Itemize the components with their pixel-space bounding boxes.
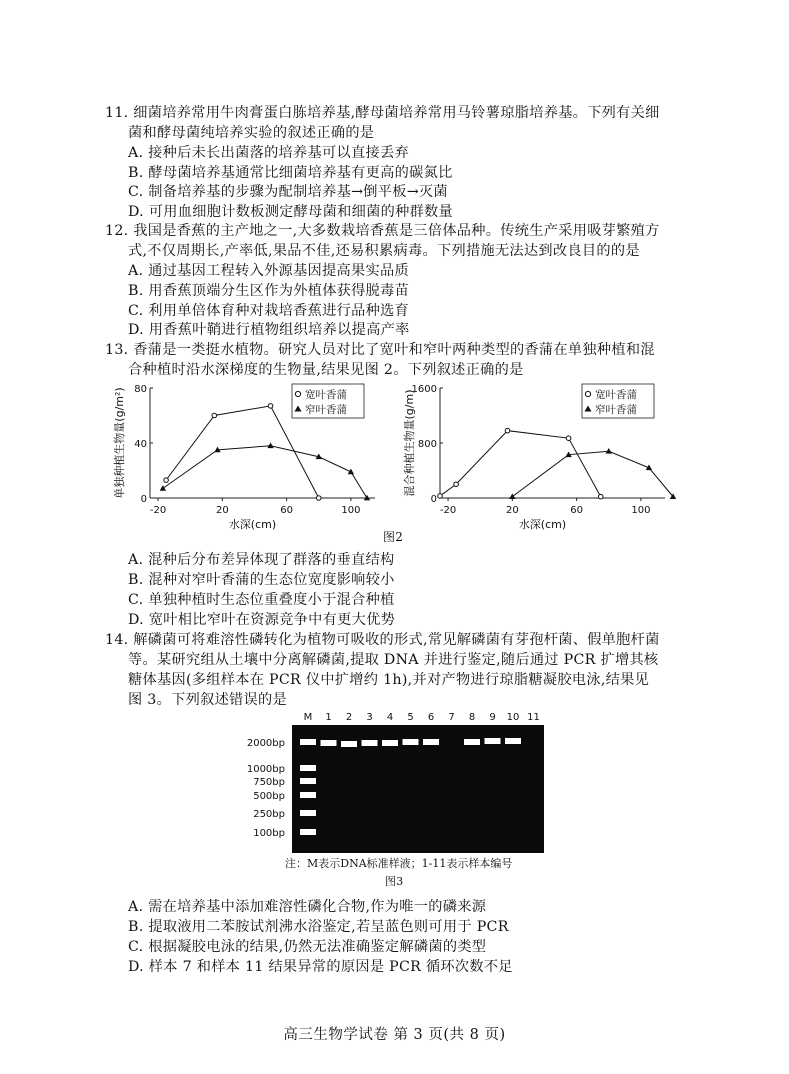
q11-option-d: D. 可用血细胞计数板测定酵母菌和细菌的种群数量: [128, 204, 454, 220]
q11-option-b: B. 酵母菌培养基通常比细菌培养基有更高的碳氮比: [128, 165, 453, 181]
sample-band: [321, 740, 337, 746]
legend-label: 窄叶香蒲: [595, 404, 637, 416]
lane-label: 9: [489, 712, 496, 723]
data-point-circle: [598, 494, 603, 499]
data-point-circle: [164, 478, 169, 483]
q12-option-a: A. 通过基因工程转入外源基因提高果实品质: [128, 263, 409, 279]
x-tick-label: 60: [280, 505, 293, 516]
data-point-circle: [268, 404, 273, 409]
q14-stem-line1: 14. 解磷菌可将难溶性磷转化为植物可吸收的形式,常见解磷菌有芽孢杆菌、假单胞杆菌: [105, 632, 660, 648]
lane-label: 11: [527, 712, 540, 723]
q13-option-d: D. 宽叶相比窄叶在资源竞争中有更大优势: [128, 612, 396, 628]
q12-stem-line2: 式,不仅周期长,产率低,果品不佳,还易积累病毒。下列措施无法达到改良目的的是: [128, 243, 640, 259]
q14-stem-line4: 图 3。下列叙述错误的是: [128, 692, 288, 708]
marker-band: [300, 829, 316, 835]
data-point-triangle: [606, 448, 612, 454]
lane-label: M: [303, 712, 313, 723]
data-point-circle: [212, 413, 217, 418]
data-point-circle: [566, 436, 571, 441]
sample-band: [382, 740, 398, 746]
sample-band: [403, 739, 419, 745]
lane-label: 7: [448, 712, 455, 723]
marker-size-label: 750bp: [253, 777, 285, 788]
marker-size-label: 250bp: [253, 809, 285, 820]
q14-stem-line2: 等。某研究组从土壤中分离解磷菌,提取 DNA 并进行鉴定,随后通过 PCR 扩增其核: [128, 652, 659, 668]
data-point-triangle: [509, 493, 515, 499]
gel-note: 注：M表示DNA标准样液；1-11表示样本编号: [285, 857, 513, 870]
x-axis-label: 水深(cm): [228, 518, 277, 531]
lane-label: 4: [386, 712, 394, 723]
series-line-1: [512, 451, 673, 496]
q13-option-a: A. 混种后分布差异体现了群落的垂直结构: [128, 552, 395, 568]
marker-size-label: 500bp: [253, 791, 285, 802]
sample-band: [505, 738, 521, 744]
y-axis-label: 单独种植生物量(g/m²): [113, 387, 126, 499]
sample-band: [362, 740, 378, 746]
y-tick-label: 0: [430, 494, 437, 505]
q11-stem-line2: 菌和酵母菌纯培养实验的叙述正确的是: [128, 125, 375, 141]
q12-stem-line1: 12. 我国是香蕉的主产地之一,大多数栽培香蕉是三倍体品种。传统生产采用吸芽繁殖方: [105, 223, 660, 239]
marker-band: [300, 792, 316, 798]
q11-option-a: A. 接种后未长出菌落的培养基可以直接丢弃: [128, 145, 409, 161]
lane-label: 3: [366, 712, 373, 723]
data-point-triangle: [267, 443, 273, 449]
sample-band: [464, 739, 480, 745]
figure3-caption: 图3: [385, 875, 404, 888]
lane-label: 8: [468, 712, 476, 723]
marker-band: [300, 739, 316, 745]
y-tick-label: 0: [140, 494, 147, 505]
figure2-caption: 图2: [383, 530, 404, 544]
q12-option-c: C. 利用单倍体育种对栽培香蕉进行品种选育: [128, 303, 410, 319]
q13-stem-line1: 13. 香蒲是一类挺水植物。研究人员对比了宽叶和窄叶两种类型的香蒲在单独种植和混: [105, 342, 655, 358]
page-footer: 高三生物学试卷 第 3 页(共 8 页): [283, 1027, 506, 1043]
legend-marker-circle: [295, 391, 300, 396]
series-line-0: [440, 431, 601, 497]
lane-label: 6: [427, 712, 435, 723]
legend-marker-circle: [585, 391, 590, 396]
x-tick-label: 60: [570, 505, 583, 516]
q11-stem-line1: 11. 细菌培养常用牛肉膏蛋白胨培养基,酵母菌培养常用马铃薯琼脂培养基。下列有关细: [105, 105, 660, 121]
legend-label: 宽叶香蒲: [595, 389, 637, 401]
q12-option-d: D. 用香蕉叶鞘进行植物组织培养以提高产率: [128, 322, 410, 338]
q13-option-b: B. 混种对窄叶香蒲的生态位宽度影响较小: [128, 572, 395, 588]
q14-option-b: B. 提取液用二苯胺试剂沸水浴鉴定,若呈蓝色则可用于 PCR: [128, 919, 509, 935]
data-point-circle: [316, 496, 321, 501]
q13-stem-line2: 合种植时沿水深梯度的生物量,结果见图 2。下列叙述正确的是: [128, 362, 524, 378]
y-tick-label: 40: [134, 439, 147, 450]
data-point-circle: [438, 494, 443, 499]
marker-size-label: 2000bp: [246, 738, 285, 749]
q14-option-a: A. 需在培养基中添加难溶性磷化合物,作为唯一的磷来源: [128, 899, 487, 915]
x-tick-label: 20: [505, 505, 519, 516]
x-tick-label: -20: [439, 505, 457, 516]
marker-band: [300, 778, 316, 784]
lane-label: 1: [325, 712, 332, 723]
q11-option-c: C. 制备培养基的步骤为配制培养基→倒平板→灭菌: [128, 184, 448, 200]
q14-option-d: D. 样本 7 和样本 11 结果异常的原因是 PCR 循环次数不足: [128, 959, 513, 975]
lane-label: 10: [506, 712, 520, 723]
single-planting-chart: [110, 378, 400, 533]
lane-label: 2: [345, 712, 353, 723]
data-point-circle: [505, 428, 510, 433]
x-tick-label: 20: [215, 505, 229, 516]
data-point-triangle: [348, 469, 354, 475]
x-axis-label: 水深(cm): [518, 518, 567, 531]
lane-label: 5: [407, 712, 414, 723]
y-axis-label: 混合种植生物量(g/m): [403, 389, 416, 497]
y-tick-label: 1600: [411, 384, 437, 395]
marker-size-label: 1000bp: [246, 764, 285, 775]
y-tick-label: 80: [134, 384, 147, 395]
q14-stem-line3: 糖体基因(多组样本在 PCR 仪中扩增约 1h),并对产物进行琼脂糖凝胶电泳,结果见: [128, 672, 650, 688]
mixed-planting-chart: [400, 378, 690, 533]
marker-band: [300, 765, 316, 771]
data-point-triangle: [160, 485, 166, 491]
sample-band: [485, 738, 501, 744]
x-tick-label: -20: [149, 505, 167, 516]
legend-label: 宽叶香蒲: [305, 389, 347, 401]
x-tick-label: 100: [631, 505, 651, 516]
q12-option-b: B. 用香蕉顶端分生区作为外植体获得脱毒苗: [128, 283, 410, 299]
marker-size-label: 100bp: [253, 828, 285, 839]
y-tick-label: 800: [417, 439, 437, 450]
sample-band: [341, 741, 357, 747]
q13-option-c: C. 单独种植时生态位重叠度小于混合种植: [128, 592, 395, 608]
x-tick-label: 100: [341, 505, 361, 516]
marker-band: [300, 810, 316, 816]
data-point-circle: [454, 482, 459, 487]
legend-label: 窄叶香蒲: [305, 404, 347, 416]
q14-option-c: C. 根据凝胶电泳的结果,仍然无法准确鉴定解磷菌的类型: [128, 939, 487, 955]
series-line-1: [163, 446, 367, 498]
sample-band: [423, 739, 439, 745]
